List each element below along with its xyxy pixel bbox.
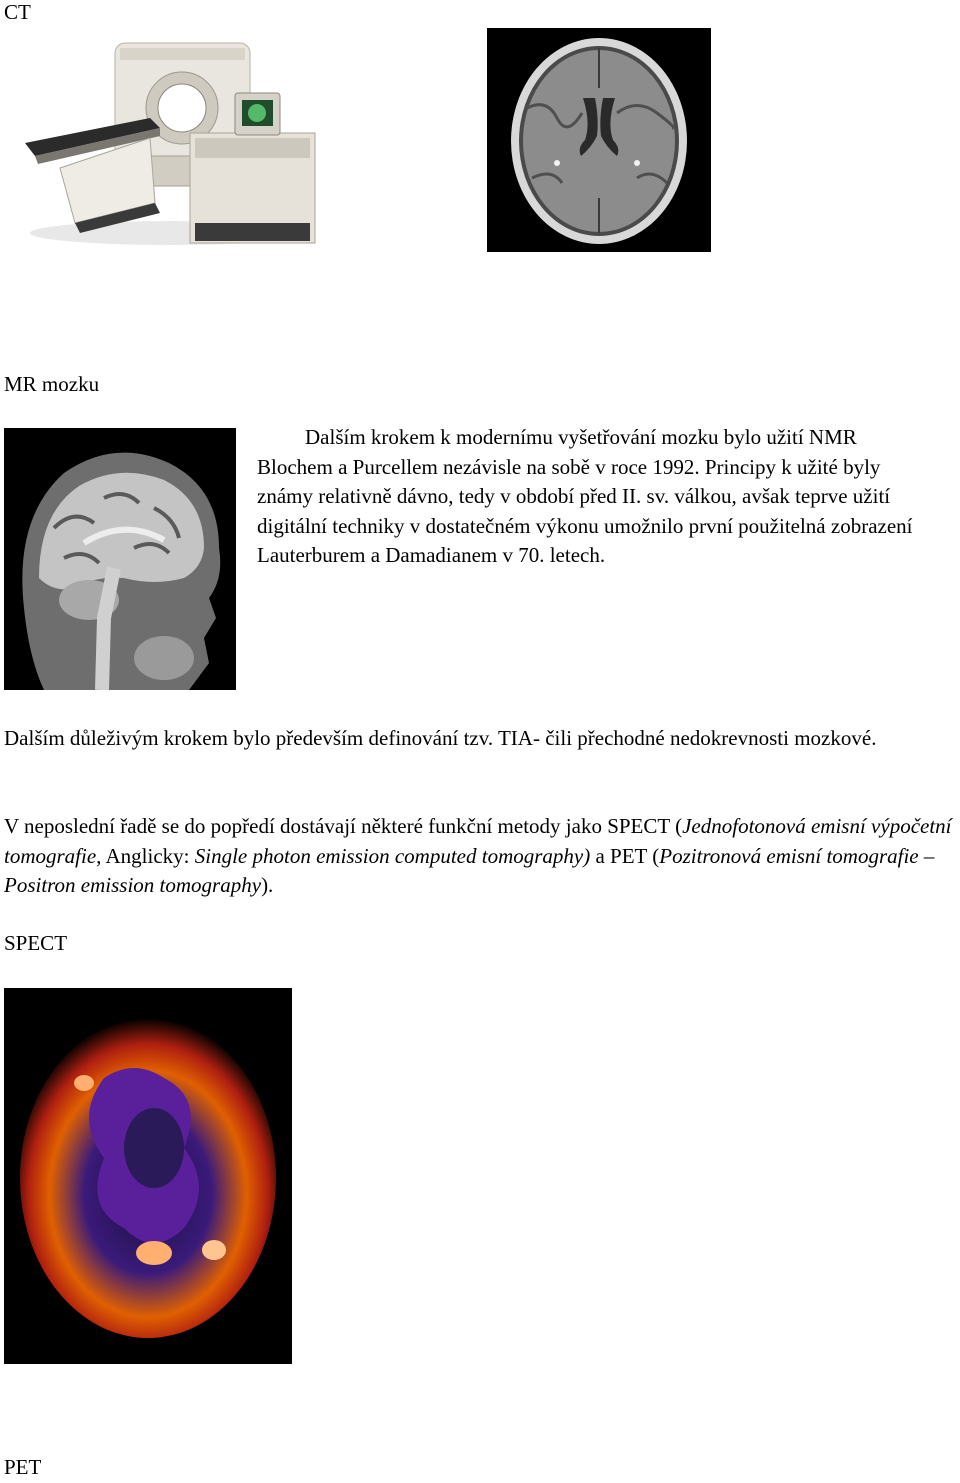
heading-mr: MR mozku: [4, 372, 100, 396]
functional-part6: Pozitronová emisní tomografie – Positron emission tomography: [4, 843, 935, 897]
functional-part2: Jednofotonová emisní výpočetní tomografie,: [4, 814, 952, 868]
paragraph-mr: [257, 402, 937, 592]
heading-ct: CT: [4, 0, 31, 24]
functional-part1: V neposlední řadě se do popředí dostávají některé funkční metody jako SPECT (: [4, 814, 683, 838]
mr-text: Dalším krokem k modernímu vyšetřování mozku bylo užití NMR Blochem a Purcellem nezávisle na sobě v roce 1992. Principy k užité byly známy relativně dávno, tedy v období před II. sv. válkou, avšak teprve užití digitální techniky v dostatečném výkonu umožnilo první použitelná zobrazení Lauterburem a Damadianem v 70. letech.: [257, 425, 913, 567]
mri-image: [4, 428, 236, 690]
functional-part7: ).: [261, 873, 274, 897]
tia-text: Dalším důleživým krokem bylo především definování tzv. TIA- čili přechodné nedokrevnosti mozkové.: [4, 726, 877, 750]
functional-text: [4, 812, 959, 901]
heading-pet: PET: [4, 1455, 42, 1479]
functional-part3: Anglicky:: [101, 843, 195, 868]
paragraph-tia: [4, 724, 959, 754]
ct-scanner-image: [20, 38, 320, 248]
spect-image: [4, 988, 292, 1364]
functional-part5: a PET (: [590, 843, 660, 868]
heading-spect: SPECT: [4, 931, 68, 955]
functional-part4: Single photon emission computed tomography): [194, 843, 591, 868]
ct-scan-image: [487, 28, 711, 252]
paragraph-functional: [4, 812, 959, 901]
